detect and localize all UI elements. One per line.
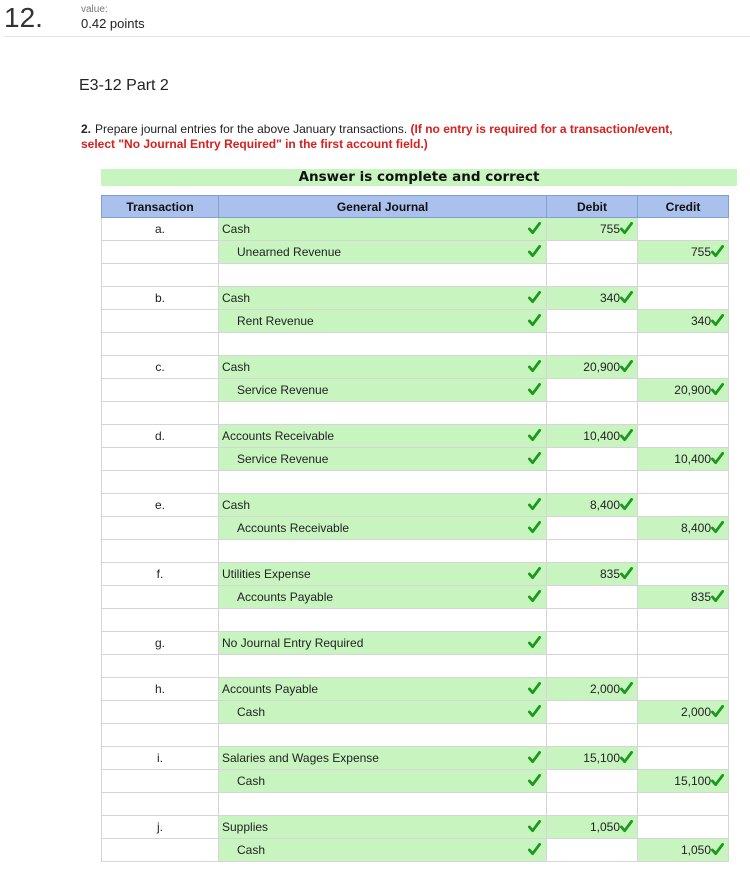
account-select[interactable] [219, 379, 547, 402]
account-select[interactable] [219, 287, 547, 310]
check-icon [620, 360, 633, 373]
transaction-label [102, 839, 219, 862]
check-icon [528, 360, 541, 373]
journal-body [102, 218, 729, 862]
journal-row [102, 724, 729, 747]
journal-row [102, 287, 729, 310]
account-name: Cash [222, 222, 251, 236]
credit-amount-value: 15,100 [674, 774, 711, 788]
journal-row [102, 356, 729, 379]
account-name: Utilities Expense [222, 567, 311, 581]
debit-amount-value: 10,400 [583, 429, 620, 443]
debit-amount-field[interactable] [547, 839, 638, 862]
credit-amount-field[interactable] [638, 563, 729, 586]
account-cell-empty[interactable] [219, 724, 547, 747]
transaction-label: d. [102, 425, 219, 448]
credit-amount-value: 8,400 [680, 521, 711, 535]
debit-amount-value: 15,100 [583, 751, 620, 765]
transaction-label: e. [102, 494, 219, 517]
check-icon [528, 498, 541, 511]
debit-amount-field[interactable] [547, 540, 638, 563]
journal-row [102, 425, 729, 448]
account-select[interactable] [219, 218, 547, 241]
instruction-text: Prepare journal entries for the above January transactions. [95, 122, 408, 136]
check-icon [528, 291, 541, 304]
journal-row [102, 264, 729, 287]
transaction-label [102, 264, 219, 287]
credit-amount-field[interactable] [638, 701, 729, 724]
journal-row [102, 747, 729, 770]
credit-amount-field[interactable] [638, 310, 729, 333]
header-general-journal: General Journal [219, 196, 547, 218]
credit-amount-field[interactable] [638, 356, 729, 379]
credit-amount-field[interactable] [638, 448, 729, 471]
credit-amount-field[interactable] [638, 770, 729, 793]
table-header-row [102, 196, 729, 218]
check-icon [620, 567, 633, 580]
credit-amount-field[interactable] [638, 333, 729, 356]
account-cell-empty[interactable] [219, 655, 547, 678]
debit-amount-field[interactable] [547, 724, 638, 747]
account-select[interactable] [219, 425, 547, 448]
debit-amount-field[interactable] [547, 655, 638, 678]
account-cell-empty[interactable] [219, 264, 547, 287]
journal-row [102, 241, 729, 264]
journal-row [102, 540, 729, 563]
debit-amount-field[interactable] [547, 218, 638, 241]
check-icon [620, 429, 633, 442]
account-cell-empty[interactable] [219, 402, 547, 425]
debit-amount-field[interactable] [547, 678, 638, 701]
account-name: Salaries and Wages Expense [222, 751, 379, 765]
account-cell-empty[interactable] [219, 471, 547, 494]
debit-amount-field[interactable] [547, 770, 638, 793]
transaction-label [102, 471, 219, 494]
debit-amount-field[interactable] [547, 402, 638, 425]
journal-row [102, 839, 729, 862]
account-name: Rent Revenue [237, 314, 314, 328]
credit-amount-field[interactable] [638, 471, 729, 494]
debit-amount-value: 340 [599, 291, 620, 305]
account-name: Cash [222, 360, 251, 374]
transaction-label [102, 701, 219, 724]
divider [4, 36, 750, 37]
check-icon [528, 222, 541, 235]
journal-row [102, 609, 729, 632]
check-icon [711, 843, 724, 856]
account-select[interactable] [219, 448, 547, 471]
debit-amount-field[interactable] [547, 632, 638, 655]
account-select[interactable] [219, 678, 547, 701]
account-cell-empty[interactable] [219, 793, 547, 816]
debit-amount-field[interactable] [547, 793, 638, 816]
debit-amount-field[interactable] [547, 310, 638, 333]
credit-amount-field[interactable] [638, 264, 729, 287]
account-select[interactable] [219, 310, 547, 333]
journal-row [102, 586, 729, 609]
journal-row [102, 310, 729, 333]
journal-row [102, 517, 729, 540]
transaction-label [102, 448, 219, 471]
credit-amount-field[interactable] [638, 540, 729, 563]
check-icon [620, 222, 633, 235]
debit-amount-value: 755 [599, 222, 620, 236]
check-icon [528, 774, 541, 787]
credit-amount-field[interactable] [638, 632, 729, 655]
check-icon [528, 314, 541, 327]
credit-amount-field[interactable] [638, 609, 729, 632]
debit-amount-value: 1,050 [589, 820, 620, 834]
account-name: Cash [237, 705, 266, 719]
debit-amount-field[interactable] [547, 448, 638, 471]
credit-amount-field[interactable] [638, 678, 729, 701]
check-icon [528, 567, 541, 580]
account-select[interactable] [219, 586, 547, 609]
account-select[interactable] [219, 839, 547, 862]
credit-amount-field[interactable] [638, 839, 729, 862]
debit-amount-value: 20,900 [583, 360, 620, 374]
header-debit: Debit [547, 196, 638, 218]
account-select[interactable] [219, 701, 547, 724]
journal-row [102, 678, 729, 701]
account-name: Cash [237, 774, 266, 788]
transaction-label [102, 793, 219, 816]
debit-amount-field[interactable] [547, 701, 638, 724]
journal-row [102, 793, 729, 816]
instruction-number: 2. [81, 122, 92, 136]
question-number: 12. [4, 2, 43, 33]
account-name: Service Revenue [237, 452, 329, 466]
check-icon [620, 751, 633, 764]
transaction-label [102, 586, 219, 609]
check-icon [528, 682, 541, 695]
value-label: value: [81, 4, 108, 15]
part-title: E3-12 Part 2 [79, 77, 169, 94]
transaction-label [102, 310, 219, 333]
check-icon [528, 521, 541, 534]
account-name: Unearned Revenue [237, 245, 342, 259]
check-icon [528, 820, 541, 833]
transaction-label: b. [102, 287, 219, 310]
credit-amount-field[interactable] [638, 747, 729, 770]
transaction-label [102, 724, 219, 747]
journal-row [102, 701, 729, 724]
account-name: Cash [222, 291, 251, 305]
account-name: Cash [222, 498, 251, 512]
debit-amount-field[interactable] [547, 494, 638, 517]
account-name: Supplies [222, 820, 269, 834]
account-name: Service Revenue [237, 383, 329, 397]
check-icon [528, 751, 541, 764]
debit-amount-field[interactable] [547, 264, 638, 287]
transaction-label: a. [102, 218, 219, 241]
check-icon [528, 705, 541, 718]
check-icon [711, 452, 724, 465]
debit-amount-field[interactable] [547, 563, 638, 586]
transaction-label [102, 540, 219, 563]
journal-row [102, 632, 729, 655]
credit-amount-value: 835 [690, 590, 711, 604]
journal-row [102, 333, 729, 356]
credit-amount-field[interactable] [638, 218, 729, 241]
account-name: Accounts Receivable [222, 429, 335, 443]
check-icon [620, 820, 633, 833]
check-icon [528, 636, 541, 649]
credit-amount-field[interactable] [638, 379, 729, 402]
check-icon [528, 452, 541, 465]
credit-amount-field[interactable] [638, 586, 729, 609]
header-transaction: Transaction [102, 196, 219, 218]
debit-amount-value: 2,000 [589, 682, 620, 696]
result-banner: Answer is complete and correct [101, 169, 737, 186]
journal-row [102, 655, 729, 678]
credit-amount-value: 340 [690, 314, 711, 328]
transaction-label: j. [102, 816, 219, 839]
transaction-label [102, 241, 219, 264]
check-icon [528, 429, 541, 442]
journal-row [102, 494, 729, 517]
journal-row [102, 563, 729, 586]
transaction-label: i. [102, 747, 219, 770]
check-icon [620, 498, 633, 511]
account-select[interactable] [219, 241, 547, 264]
transaction-label [102, 333, 219, 356]
journal-row [102, 218, 729, 241]
account-name: Accounts Receivable [237, 521, 350, 535]
check-icon [711, 383, 724, 396]
account-select[interactable] [219, 632, 547, 655]
check-icon [528, 245, 541, 258]
credit-amount-field[interactable] [638, 816, 729, 839]
check-icon [711, 314, 724, 327]
check-icon [711, 245, 724, 258]
transaction-label [102, 517, 219, 540]
check-icon [528, 843, 541, 856]
transaction-label: f. [102, 563, 219, 586]
debit-amount-field[interactable] [547, 287, 638, 310]
debit-amount-field[interactable] [547, 333, 638, 356]
account-select[interactable] [219, 494, 547, 517]
transaction-label [102, 655, 219, 678]
journal-row [102, 448, 729, 471]
transaction-label [102, 379, 219, 402]
account-select[interactable] [219, 747, 547, 770]
account-name: Accounts Payable [237, 590, 334, 604]
credit-amount-field[interactable] [638, 241, 729, 264]
credit-amount-field[interactable] [638, 793, 729, 816]
transaction-label [102, 609, 219, 632]
debit-amount-field[interactable] [547, 425, 638, 448]
account-cell-empty[interactable] [219, 609, 547, 632]
journal-row [102, 816, 729, 839]
transaction-label: g. [102, 632, 219, 655]
credit-amount-value: 10,400 [674, 452, 711, 466]
check-icon [711, 705, 724, 718]
debit-amount-value: 835 [599, 567, 620, 581]
header-credit: Credit [638, 196, 729, 218]
debit-amount-field[interactable] [547, 816, 638, 839]
check-icon [711, 774, 724, 787]
debit-amount-field[interactable] [547, 517, 638, 540]
debit-amount-field[interactable] [547, 586, 638, 609]
account-cell-empty[interactable] [219, 333, 547, 356]
account-name: No Journal Entry Required [222, 636, 364, 650]
credit-amount-value: 20,900 [674, 383, 711, 397]
transaction-label: h. [102, 678, 219, 701]
transaction-label [102, 402, 219, 425]
journal-row [102, 770, 729, 793]
debit-amount-field[interactable] [547, 609, 638, 632]
transaction-label: c. [102, 356, 219, 379]
credit-amount-field[interactable] [638, 517, 729, 540]
instruction [81, 122, 701, 152]
journal-row [102, 402, 729, 425]
account-name: Accounts Payable [222, 682, 319, 696]
debit-amount-field[interactable] [547, 379, 638, 402]
journal-row [102, 379, 729, 402]
journal-table [101, 195, 729, 862]
check-icon [620, 291, 633, 304]
debit-amount-field[interactable] [547, 241, 638, 264]
credit-amount-field[interactable] [638, 402, 729, 425]
credit-amount-value: 1,050 [680, 843, 711, 857]
account-name: Cash [237, 843, 266, 857]
debit-amount-field[interactable] [547, 471, 638, 494]
check-icon [620, 682, 633, 695]
account-select[interactable] [219, 816, 547, 839]
account-select[interactable] [219, 517, 547, 540]
transaction-label [102, 770, 219, 793]
credit-amount-field[interactable] [638, 425, 729, 448]
debit-amount-field[interactable] [547, 356, 638, 379]
credit-amount-value: 755 [690, 245, 711, 259]
account-cell-empty[interactable] [219, 540, 547, 563]
check-icon [528, 383, 541, 396]
credit-amount-value: 2,000 [680, 705, 711, 719]
debit-amount-value: 8,400 [589, 498, 620, 512]
account-select[interactable] [219, 563, 547, 586]
credit-amount-field[interactable] [638, 287, 729, 310]
account-select[interactable] [219, 356, 547, 379]
credit-amount-field[interactable] [638, 724, 729, 747]
points-value: 0.42 points [81, 16, 145, 31]
check-icon [711, 590, 724, 603]
credit-amount-field[interactable] [638, 494, 729, 517]
account-select[interactable] [219, 770, 547, 793]
check-icon [528, 590, 541, 603]
check-icon [711, 521, 724, 534]
journal-row [102, 471, 729, 494]
instruction-note: (If no entry is required for a transaction/event, select "No Journal Entry Required" in the first account field.) [81, 122, 673, 151]
credit-amount-field[interactable] [638, 655, 729, 678]
debit-amount-field[interactable] [547, 747, 638, 770]
